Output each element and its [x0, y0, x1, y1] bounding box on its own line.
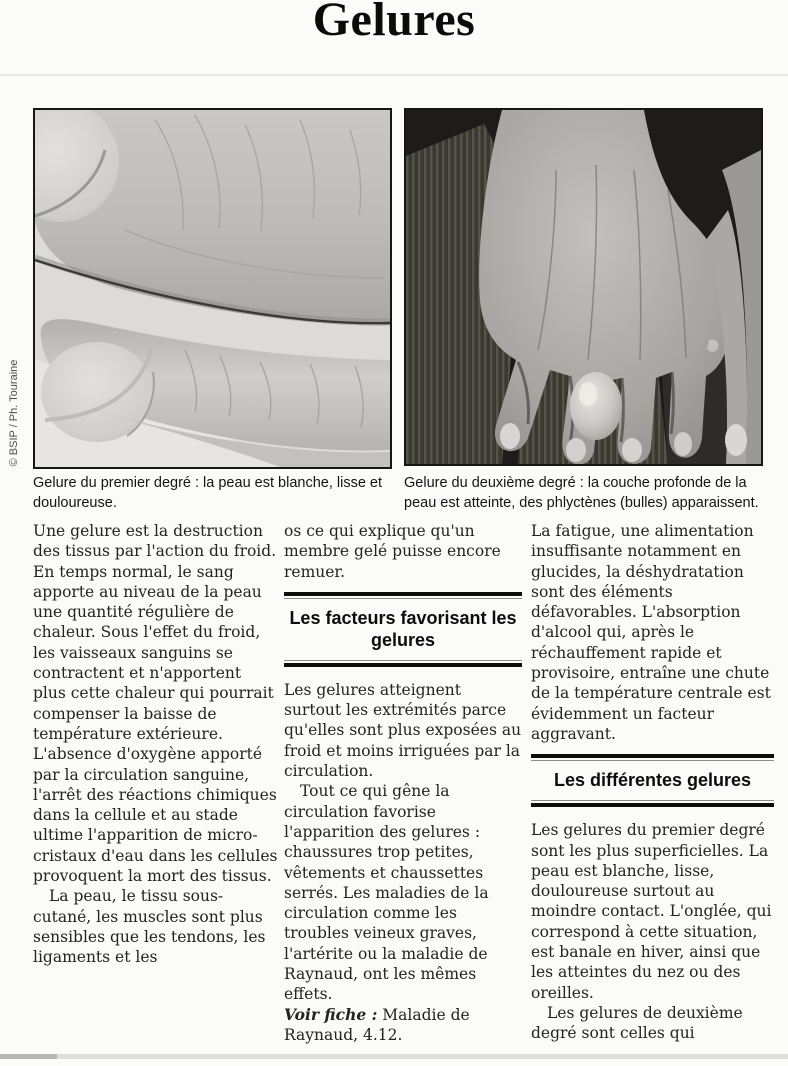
text-column-1	[33, 521, 278, 968]
bottom-divider-dark-segment	[0, 1054, 57, 1059]
paragraph: La peau, le tissu sous-cutané, les muscles sont plus sensibles que les tendons, les ligaments et les	[33, 887, 266, 967]
caption-first-degree: Gelure du premier degré : la peau est blanche, lisse et douloureuse.	[33, 475, 383, 511]
caption-second-degree: Gelure du deuxième degré : la couche profonde de la peau est atteinte, des phlyctènes (bulles) apparaissent.	[404, 475, 759, 511]
blister	[570, 372, 622, 440]
section-heading-label: Les différentes gelures	[531, 760, 774, 801]
knuckle-highlight	[707, 339, 718, 351]
hand-illustration	[406, 110, 761, 464]
section-heading-factors	[284, 592, 522, 667]
section-heading-types	[531, 754, 774, 807]
see-also-text: Maladie de Raynaud, 4.12.	[284, 1005, 470, 1044]
see-also-reference	[284, 1005, 522, 1046]
see-also-label: Voir fiche :	[284, 1004, 378, 1024]
photo-first-degree-frostbite	[33, 108, 392, 469]
text-column-3	[531, 521, 774, 1044]
photo-credit: © BSIP / Ph. Touraine	[8, 359, 20, 467]
photo-second-degree-frostbite	[404, 108, 763, 466]
paragraph: Tout ce qui gêne la circulation favorise l'apparition des gelures : chaussures trop petites, vêtements et chaussettes serrés. Les maladies de la circulation comme les troubles veineux graves, l'artérite ou la maladie de Raynaud, ont les mêmes effets.	[284, 782, 489, 1004]
page-title: Gelures	[312, 0, 476, 46]
paragraph: Les gelures atteignent surtout les extrémités parce qu'elles sont plus exposées au froid et moins irriguées par la circulation.	[284, 680, 522, 781]
paragraph: Les gelures du premier degré sont les plus superficielles. La peau est blanche, lisse, douloureuse surtout au moindre contact. L'onglée, qui correspond à cette situation, est banale en hiver, ainsi que les atteintes du nez ou des oreilles.	[531, 821, 772, 1002]
bottom-divider	[0, 1054, 788, 1059]
section-heading-label: Les facteurs favorisant les gelures	[284, 598, 522, 661]
paragraph: Les gelures de deuxième degré sont celles qui	[531, 1003, 743, 1043]
blister-highlight	[579, 382, 597, 406]
top-divider	[0, 74, 788, 76]
paragraph: os ce qui explique qu'un membre gelé puisse encore remuer.	[284, 522, 501, 581]
second-hand-nail	[725, 424, 747, 456]
paragraph: La fatigue, une alimentation insuffisante notamment en glucides, la déshydratation sont des éléments défavorables. L'absorption d'alcool qui, après le réchauffement rapide et provisoire, entraîne une chute de la température centrale est évidemment un facteur aggravant.	[531, 522, 771, 743]
fingers-illustration	[35, 110, 390, 467]
paragraph: Une gelure est la destruction des tissus par l'action du froid. En temps normal, le sang apporte au niveau de la peau une quantité régulière de chaleur. Sous l'effet du froid, les vaisseaux sanguins se contractent et n'apportent plus cette chaleur qui pourrait compenser la baisse de température extérieure. L'absence d'oxygène apporté par la circulation sanguine, l'arrêt des réactions chimiques dans la cellule et au stade ultime l'apparition de micro-cristaux d'eau dans les cellules provoquent la mort des tissus.	[33, 522, 278, 886]
text-column-2	[284, 521, 522, 1045]
